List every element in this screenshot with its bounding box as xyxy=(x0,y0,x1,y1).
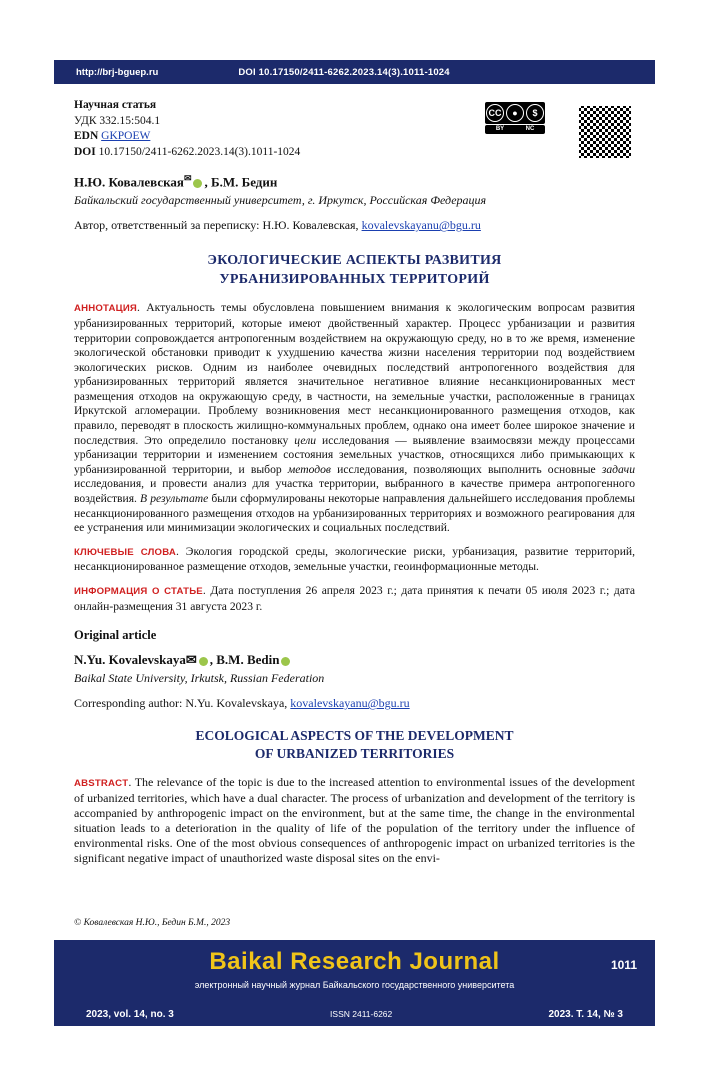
footer-issue-en: 2023, vol. 14, no. 3 xyxy=(86,1008,174,1020)
abstract-text-ru-2: исследования — выявление взаимосвязи между процессами урбанизации территории и изменением состояния земельных участков, относящихся либо примыкающих к урбанизированной территории, и выбор xyxy=(74,433,635,476)
title-ru-line-1: ЭКОЛОГИЧЕСКИЕ АСПЕКТЫ РАЗВИТИЯ xyxy=(207,253,502,269)
edn-label: EDN xyxy=(74,130,99,142)
original-article-label: Original article xyxy=(74,628,157,643)
title-ru-line-2: УРБАНИЗИРОВАННЫХ ТЕРРИТОРИЙ xyxy=(219,272,490,288)
copyright-line: © Ковалевская Н.Ю., Бедин Б.М., 2023 xyxy=(74,918,231,928)
udk-line: УДК 332.15:504.1 xyxy=(74,114,161,127)
info-label-ru: ИНФОРМАЦИЯ О СТАТЬЕ xyxy=(74,586,203,598)
cc-by-icon: ● xyxy=(506,104,524,122)
journal-subtitle: электронный научный журнал Байкальского государственного университета xyxy=(194,980,515,990)
abstract-text-ru-3: исследования, позволяющих выполнить основные xyxy=(330,462,602,476)
doi-value: 10.17150/2411-6262.2023.14(3).1011-1024 xyxy=(98,145,301,158)
abstract-em-3: задачи xyxy=(601,462,636,476)
badges-area xyxy=(485,102,635,156)
author-1-en: N.Yu. Kovalevskaya xyxy=(74,652,186,668)
affiliation-en: Baikal State University, Irkutsk, Russian Federation xyxy=(74,671,325,686)
title-en-line-1: ECOLOGICAL ASPECTS OF THE DEVELOPMENT xyxy=(195,728,514,744)
affiliation-ru: Байкальский государственный университет, г. Иркутск, Российская Федерация xyxy=(74,193,487,208)
footer-issn: ISSN 2411-6262 xyxy=(330,1009,393,1019)
keywords-ru xyxy=(74,545,635,575)
abstract-ru xyxy=(74,301,635,536)
footer-issue-ru: 2023. Т. 14, № 3 xyxy=(548,1008,623,1020)
orcid-icon[interactable] xyxy=(193,179,202,188)
keywords-text-ru: . Экология городской среды, экологические риски, урбанизация, развитие территорий, несанкционированное размещение отходов, земельные участки, геоинформационные методы. xyxy=(74,544,635,574)
keywords-label-ru: КЛЮЧЕВЫЕ СЛОВА xyxy=(74,546,176,558)
corresponding-en xyxy=(74,696,635,711)
abstract-text-en: . The relevance of the topic is due to the increased attention to environmental issues of the development of urbanized territories, which have a dual character. The process of urbanization and development of the territory is accompanied by anthropogenic impact on the environment, but at the same time, the change in the environmental situation leads to a deterioration in the quality of life of the population of the territory under the influence of environmental risks. One of the most obvious consequences of anthropogenic impact on urbanized territories is the significant negative impact of unauthorized waste disposal sites on the envi- xyxy=(74,775,635,866)
article-type: Научная статья xyxy=(74,99,157,111)
authors-en xyxy=(74,652,635,668)
author-1-ru: Н.Ю. Ковалевская xyxy=(74,174,184,190)
page-number: 1011 xyxy=(610,958,637,972)
abstract-em-1: цели xyxy=(294,433,317,447)
edn-link[interactable]: GKPOEW xyxy=(101,130,151,142)
corresponding-email-en[interactable]: kovalevskayanu@bgu.ru xyxy=(290,696,410,711)
footer-band xyxy=(54,940,655,1002)
cc-nc-icon: $ xyxy=(526,104,544,122)
abstract-label-en: ABSTRACT xyxy=(74,778,129,790)
abstract-label-ru: АННОТАЦИЯ xyxy=(74,303,138,315)
title-en-line-2: OF URBANIZED TERRITORIES xyxy=(254,746,455,762)
corresponding-prefix-en: Corresponding author: N.Yu. Kovalevskaya, xyxy=(74,696,291,711)
abstract-em-4: В результате xyxy=(140,492,209,506)
header-doi: DOI 10.17150/2411-6262.2023.14(3).1011-1024 xyxy=(238,66,450,78)
journal-url[interactable]: http://brj-bguep.ru xyxy=(76,66,159,78)
corresponding-email-ru[interactable]: kovalevskayanu@bgu.ru xyxy=(361,218,481,233)
authors-ru xyxy=(74,173,635,190)
qr-code-icon[interactable] xyxy=(575,102,635,162)
info-text-ru: . Дата поступления 26 апреля 2023 г.; дата принятия к печати 05 июля 2023 г.; дата онлайн-размещения 31 августа 2023 г. xyxy=(74,584,636,613)
article-content xyxy=(74,98,635,866)
abstract-en xyxy=(74,775,635,866)
corresponding-ru xyxy=(74,218,635,233)
article-info-ru xyxy=(74,584,635,614)
article-title-ru xyxy=(74,251,635,289)
envelope-icon-en: ✉ xyxy=(185,652,197,668)
journal-title: Baikal Research Journal xyxy=(209,948,500,975)
article-title-en xyxy=(74,727,635,763)
envelope-icon: ✉ xyxy=(183,173,192,183)
corresponding-prefix-ru: Автор, ответственный за переписку: Н.Ю. Ковалевская, xyxy=(74,218,362,233)
creative-commons-icon xyxy=(485,102,545,124)
author-2-en: , B.M. Bedin xyxy=(209,652,280,668)
author-2-ru: , Б.М. Бедин xyxy=(204,174,278,190)
cc-by-label: BY xyxy=(495,126,505,132)
cc-nc-label: NC xyxy=(525,126,535,132)
header-bar xyxy=(54,60,655,84)
orcid-icon-en-1[interactable] xyxy=(199,657,208,666)
abstract-em-2: методов xyxy=(287,462,331,476)
abstract-text-ru-5: были сформулированы некоторые направления дальнейшего исследования проблемы несанкционированного размещения отходов на урбанизированных территориях и возможного реагирования для ее устранения или минимизации экологических и социальных последствий. xyxy=(74,492,635,535)
cc-mark: CC xyxy=(486,104,504,122)
abstract-text-ru-4: исследования, и провести анализ для участка территории, выбранного в качестве примера антропогенного воздействия. xyxy=(74,477,635,506)
cc-labels xyxy=(485,125,545,134)
orcid-icon-en-2[interactable] xyxy=(281,657,290,666)
doi-label: DOI xyxy=(74,145,96,158)
footer-bar xyxy=(54,1002,655,1026)
abstract-text-ru-1: . Актуальность темы обусловлена повышением внимания к экологическим вопросам развития урбанизированных территорий, которые имеют двойственный характер. Процесс урбанизации и развития территории сопровождается антропогенным воздействием на окружающую среду, но в то же время, изменение экологической обстановки приводит к ухудшению качества жизни населения территории под воздействием экологических рисков. Одним из наиболее очевидных последствий антропогенного воздействия для урбанизированных территорий является значительное негативное влияние несанкционированных мест размещения отходов на окружающую среду, в частности, на земельные участки, расположенные в границах Иркутской агломерации. Проблему возникновения мест несанкционированного размещения отходов, как правило, переводят в плоскость жилищно-коммунальных проблем, однако она имеет более широкое значение и последствия. Это определило постановку xyxy=(74,301,635,447)
